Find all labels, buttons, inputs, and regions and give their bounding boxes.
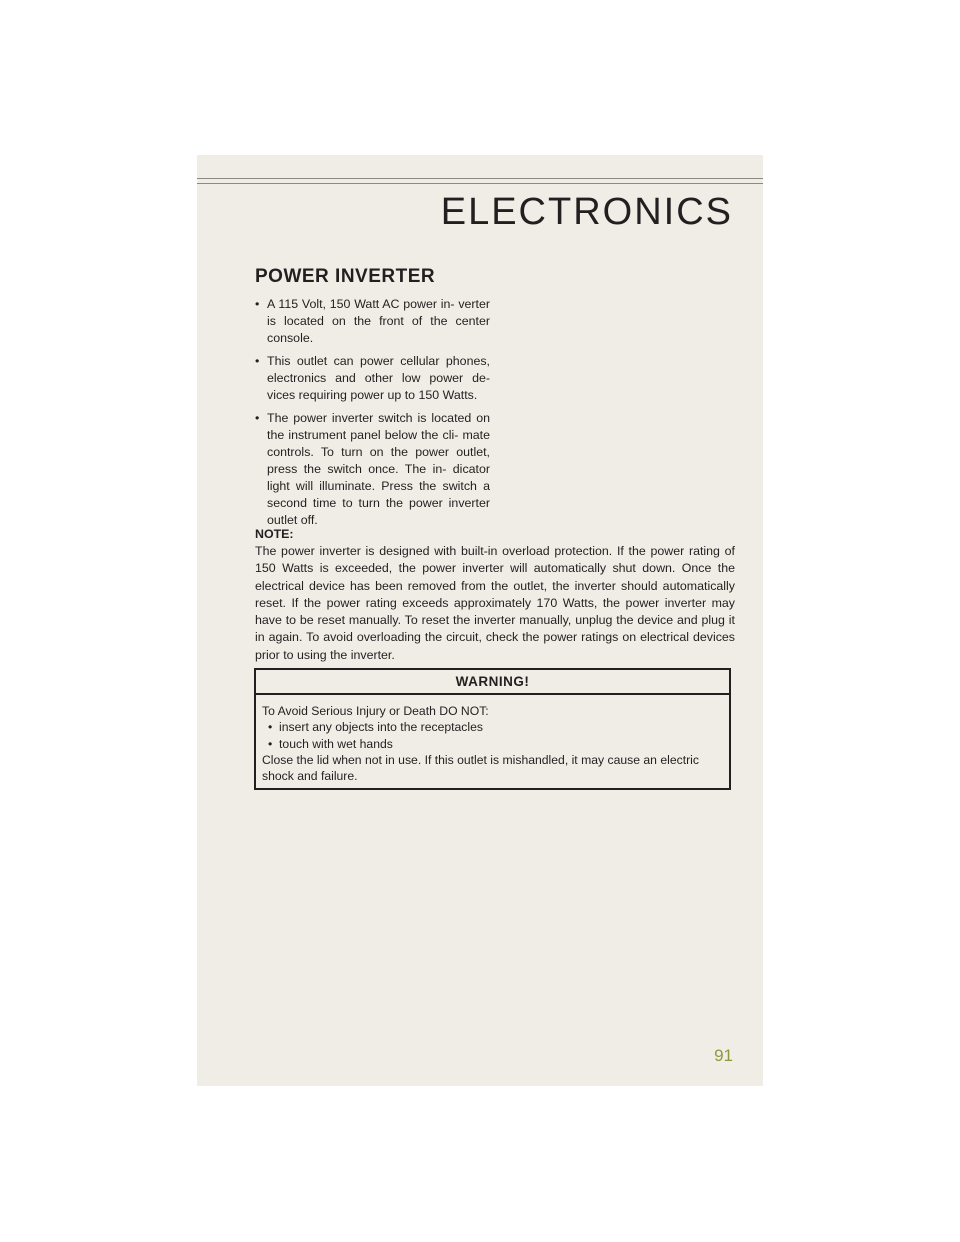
note-text: The power inverter is designed with built-in overload protection. If the power rating of 150 Watts is exceeded, the power inverter will automatically shut down. Once the electrical device has been removed from the outlet, the inverter should automatically reset. If the power rating exceeds approximately 170 Watts, the power inverter may have to be reset manually. To reset the inverter manually, unplug the device and plug it in again. To avoid overloading the circuit, check the power ratings on electrical devices prior to using the inverter. — [255, 544, 735, 662]
warning-item: • insert any objects into the receptacles — [268, 720, 483, 735]
page-heading: POWER INVERTER — [255, 266, 436, 287]
header-rule-secondary — [197, 183, 763, 184]
warning-title: WARNING! — [256, 670, 729, 695]
bullet-item: • The power inverter switch is located on the instrument panel below the cli- mate controls. To turn on the power outlet, press the switch once. The in- dicator light will illuminate. Press the switch a second time to turn the power inverter outlet off. — [255, 411, 490, 527]
bullet-icon: • — [255, 411, 260, 425]
warning-body — [256, 695, 729, 784]
warning-box — [254, 668, 731, 790]
header-rule — [197, 178, 763, 179]
warning-item: • touch with wet hands — [268, 736, 393, 751]
bullet-item: • This outlet can power cellular phones, electronics and other low power de- vices requiring power up to 150 Watts. — [255, 354, 490, 402]
page-number: 91 — [714, 1046, 733, 1065]
section-title: ELECTRONICS — [440, 191, 733, 233]
bullet-list — [255, 296, 490, 535]
manual-page — [197, 155, 763, 1086]
bullet-item: • A 115 Volt, 150 Watt AC power in- verter is located on the front of the center console. — [255, 297, 490, 345]
bullet-icon: • — [255, 354, 260, 368]
warning-closing: Close the lid when not in use. If this outlet is mishandled, it may cause an electric shock and failure. — [262, 752, 699, 784]
note-label: NOTE: — [255, 527, 294, 541]
bullet-icon: • — [255, 297, 260, 311]
warning-intro: To Avoid Serious Injury or Death DO NOT: — [262, 704, 489, 718]
